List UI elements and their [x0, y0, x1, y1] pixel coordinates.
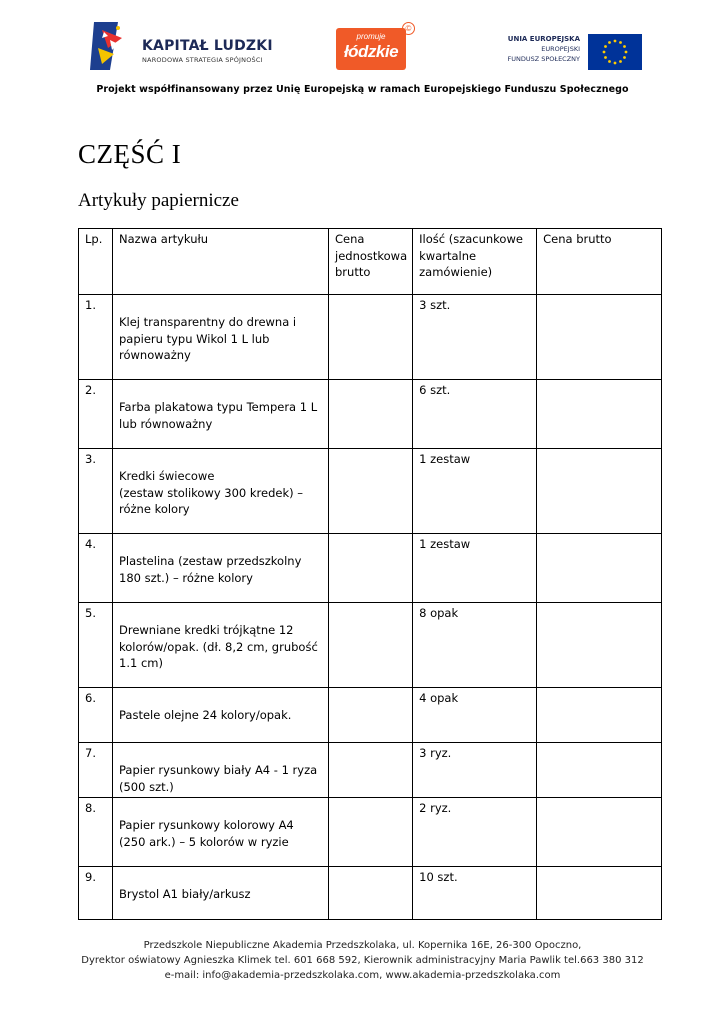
row-quantity: 2 ryz. — [413, 798, 537, 867]
section-subtitle: Artykuły papiernicze — [78, 190, 239, 211]
row-total-price — [537, 867, 662, 920]
table-row — [79, 534, 662, 603]
document-header — [0, 0, 725, 80]
table-row — [79, 798, 662, 867]
row-total-price — [537, 449, 662, 534]
eu-logo-line3: FUNDUSZ SPOŁECZNY — [507, 55, 580, 63]
row-lp: 7. — [79, 743, 113, 798]
row-total-price — [537, 295, 662, 380]
items-table — [78, 228, 662, 920]
row-quantity: 10 szt. — [413, 867, 537, 920]
row-name: Papier rysunkowy biały A4 - 1 ryza (500 szt.) — [113, 743, 329, 798]
project-cofinancing-note: Projekt współfinansowany przez Unię Europejską w ramach Europejskiego Funduszu Społecznego — [96, 84, 629, 95]
row-quantity: 1 zestaw — [413, 534, 537, 603]
row-name: Papier rysunkowy kolorowy A4 (250 ark.) – 5 kolorów w ryzie — [113, 798, 329, 867]
row-name: Pastele olejne 24 kolory/opak. — [113, 688, 329, 743]
row-name: Brystol A1 biały/arkusz — [113, 867, 329, 920]
row-unit-price — [329, 798, 413, 867]
row-unit-price — [329, 534, 413, 603]
row-quantity: 1 zestaw — [413, 449, 537, 534]
row-name: Farba plakatowa typu Tempera 1 L lub równoważny — [113, 380, 329, 449]
row-total-price — [537, 534, 662, 603]
row-name: Drewniane kredki trójkątne 12 kolorów/opak. (dł. 8,2 cm, grubość 1.1 cm) — [113, 603, 329, 688]
kapital-ludzki-emblem-icon — [88, 18, 130, 74]
table-row — [79, 295, 662, 380]
row-quantity: 6 szt. — [413, 380, 537, 449]
row-lp: 9. — [79, 867, 113, 920]
row-total-price — [537, 380, 662, 449]
row-name: Plastelina (zestaw przedszkolny 180 szt.) – różne kolory — [113, 534, 329, 603]
eu-logo-text — [507, 34, 580, 64]
row-lp: 3. — [79, 449, 113, 534]
row-quantity: 3 ryz. — [413, 743, 537, 798]
document-footer — [0, 938, 725, 983]
row-quantity: 4 opak — [413, 688, 537, 743]
kapital-ludzki-title: KAPITAŁ LUDZKI — [142, 38, 273, 54]
footer-email: e-mail: info@akademia-przedszkolaka.com, www.akademia-przedszkolaka.com — [164, 970, 561, 981]
header-unit-price: Cena jednostkowa brutto — [329, 229, 413, 295]
row-lp: 8. — [79, 798, 113, 867]
table-row — [79, 603, 662, 688]
row-total-price — [537, 798, 662, 867]
lodzkie-registered-mark: © — [402, 22, 415, 35]
footer-address: Przedszkole Niepubliczne Akademia Przedszkolaka, ul. Kopernika 16E, 26-300 Opoczno, — [143, 940, 582, 951]
row-unit-price — [329, 295, 413, 380]
part-title: CZĘŚĆ I — [78, 139, 182, 169]
lodzkie-logo-main-text: łódzkie — [343, 42, 399, 61]
kapital-ludzki-logo — [88, 18, 278, 76]
lodzkie-logo-small-text: promuje — [356, 32, 386, 41]
table-row — [79, 688, 662, 743]
header-total-price: Cena brutto — [537, 229, 662, 295]
row-lp: 4. — [79, 534, 113, 603]
eu-logo-line2: EUROPEJSKI — [541, 45, 580, 53]
row-name: Klej transparentny do drewna i papieru typu Wikol 1 L lub równoważny — [113, 295, 329, 380]
kapital-ludzki-subtitle: NARODOWA STRATEGIA SPÓJNOŚCI — [142, 56, 263, 64]
row-lp: 1. — [79, 295, 113, 380]
footer-contacts: Dyrektor oświatowy Agnieszka Klimek tel. 601 668 592, Kierownik administracyjny Maria Pawlik tel.663 380 312 — [81, 955, 644, 966]
eu-efs-logo — [490, 30, 642, 72]
row-unit-price — [329, 867, 413, 920]
row-quantity: 3 szt. — [413, 295, 537, 380]
row-lp: 6. — [79, 688, 113, 743]
table-header-row — [79, 229, 662, 295]
row-lp: 2. — [79, 380, 113, 449]
header-name: Nazwa artykułu — [113, 229, 329, 295]
row-unit-price — [329, 743, 413, 798]
eu-logo-line1: UNIA EUROPEJSKA — [507, 35, 580, 43]
row-unit-price — [329, 380, 413, 449]
row-name: Kredki świecowe (zestaw stolikowy 300 kredek) – różne kolory — [113, 449, 329, 534]
row-total-price — [537, 743, 662, 798]
eu-flag-icon — [588, 34, 642, 70]
table-row — [79, 449, 662, 534]
row-total-price — [537, 603, 662, 688]
row-lp: 5. — [79, 603, 113, 688]
row-total-price — [537, 688, 662, 743]
header-quantity: Ilość (szacunkowe kwartalne zamówienie) — [413, 229, 537, 295]
header-lp: Lp. — [79, 229, 113, 295]
table-row — [79, 867, 662, 920]
promuje-lodzkie-logo — [336, 22, 416, 70]
row-quantity: 8 opak — [413, 603, 537, 688]
table-row — [79, 380, 662, 449]
table-row — [79, 743, 662, 798]
row-unit-price — [329, 603, 413, 688]
row-unit-price — [329, 449, 413, 534]
row-unit-price — [329, 688, 413, 743]
